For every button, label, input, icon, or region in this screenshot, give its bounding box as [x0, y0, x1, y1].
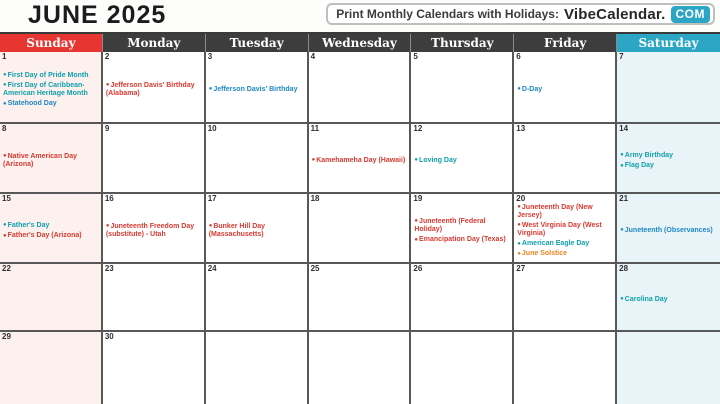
bullet-icon: ●: [517, 86, 521, 93]
bullet-icon: ●: [3, 100, 7, 107]
day-number: 19: [413, 194, 423, 203]
holiday-event-label: Jefferson Davis' Birthday (Alabama): [105, 81, 195, 97]
bullet-icon: ●: [3, 82, 7, 89]
bullet-icon: ●: [620, 296, 624, 303]
day-cell-8: [0, 124, 103, 194]
day-number: 4: [310, 52, 316, 61]
holiday-event-label: First Day of Pride Month: [7, 71, 89, 79]
events-list: [411, 52, 512, 122]
events-list: [617, 194, 720, 262]
day-number: 3: [207, 52, 213, 61]
holiday-event: [620, 296, 718, 304]
events-list: [0, 124, 101, 192]
bullet-icon: ●: [517, 222, 521, 229]
bullet-icon: ●: [3, 153, 7, 160]
holiday-event-label: Jefferson Davis' Birthday: [213, 85, 298, 93]
holiday-event: [414, 236, 510, 244]
day-cell-17: [206, 194, 309, 264]
bullet-icon: ●: [3, 222, 7, 229]
day-cell-25: [309, 264, 412, 332]
weekday-header-saturday: Saturday: [617, 34, 720, 52]
events-list: [617, 264, 720, 330]
bullet-icon: ●: [620, 227, 624, 234]
day-cell-16: [103, 194, 206, 264]
holiday-event: [3, 232, 99, 240]
empty-cell: [309, 332, 412, 404]
events-list: [0, 52, 101, 122]
events-list: [103, 194, 204, 262]
day-number: 18: [310, 194, 320, 203]
events-list: [617, 124, 720, 192]
day-cell-22: [0, 264, 103, 332]
print-button-label: Print Monthly Calendars with Holidays:: [336, 7, 559, 21]
holiday-event: [3, 222, 99, 230]
day-number: 28: [619, 264, 629, 273]
holiday-event: [3, 82, 99, 98]
holiday-event: [414, 218, 510, 234]
holiday-event-label: Bunker Hill Day (Massachusetts): [208, 222, 266, 238]
weekday-header-tuesday: Tuesday: [206, 34, 309, 52]
bullet-icon: ●: [105, 223, 110, 230]
holiday-event-label: Juneteenth (Observances): [624, 226, 713, 234]
day-cell-2: [103, 52, 206, 124]
bullet-icon: ●: [517, 240, 521, 247]
day-number: 10: [207, 124, 217, 133]
holiday-event: [209, 86, 305, 94]
holiday-event: [414, 157, 510, 165]
holiday-event-label: June Solstice: [521, 250, 568, 258]
day-number: 25: [310, 264, 320, 273]
bullet-icon: ●: [414, 157, 419, 164]
day-cell-11: [309, 124, 412, 194]
events-list: [514, 194, 615, 262]
holiday-event: [517, 250, 613, 258]
holiday-event-label: Army Birthday: [624, 151, 673, 159]
day-number: 15: [2, 194, 11, 203]
bullet-icon: ●: [311, 157, 316, 164]
holiday-event-label: Kamehameha Day (Hawaii): [316, 156, 406, 164]
events-list: [309, 264, 410, 330]
holiday-event: [517, 204, 613, 220]
day-number: 5: [413, 52, 418, 61]
bullet-icon: ●: [208, 86, 213, 93]
day-cell-7: [617, 52, 720, 124]
weekday-header-wednesday: Wednesday: [309, 34, 412, 52]
day-number: 29: [2, 332, 11, 341]
day-cell-23: [103, 264, 206, 332]
bullet-icon: ●: [3, 72, 7, 79]
events-list: [103, 264, 204, 330]
bullet-icon: ●: [620, 162, 624, 169]
events-list: [0, 332, 101, 404]
holiday-event-label: Loving Day: [419, 156, 457, 164]
day-cell-3: [206, 52, 309, 124]
holiday-event: [3, 153, 99, 169]
holiday-event-label: Statehood Day: [7, 100, 57, 108]
day-cell-13: [514, 124, 617, 194]
events-list: [617, 332, 720, 404]
holiday-event-label: West Virginia Day (West Virginia): [517, 221, 602, 237]
holiday-event: [620, 227, 718, 235]
events-list: [103, 52, 204, 122]
bullet-icon: ●: [414, 218, 419, 225]
bullet-icon: ●: [414, 236, 419, 243]
day-cell-20: [514, 194, 617, 264]
day-cell-27: [514, 264, 617, 332]
holiday-event-label: American Eagle Day: [521, 240, 590, 248]
day-cell-21: [617, 194, 720, 264]
events-list: [103, 332, 204, 404]
weekday-header-sunday: Sunday: [0, 34, 103, 52]
holiday-event-label: Juneteenth Day (New Jersey): [517, 203, 593, 219]
page-title: JUNE 2025: [28, 1, 167, 29]
day-number: 22: [2, 264, 11, 273]
day-cell-6: [514, 52, 617, 124]
day-number: 21: [619, 194, 629, 203]
day-cell-18: [309, 194, 412, 264]
day-cell-4: [309, 52, 412, 124]
day-number: 13: [516, 124, 526, 133]
weekday-header-friday: Friday: [514, 34, 617, 52]
empty-cell: [514, 332, 617, 404]
events-list: [103, 124, 204, 192]
day-number: 24: [207, 264, 217, 273]
bullet-icon: ●: [517, 204, 521, 211]
day-number: 16: [104, 194, 114, 203]
events-list: [514, 264, 615, 330]
brand-name: VibeCalendar.: [563, 5, 666, 23]
events-list: [411, 194, 512, 262]
holiday-event: [620, 152, 718, 160]
events-list: [206, 332, 307, 404]
calendar-grid: [0, 52, 720, 404]
holiday-event-label: D-Day: [521, 85, 543, 93]
holiday-event: [517, 222, 613, 238]
brand-tld-badge: COM: [671, 6, 711, 23]
events-list: [206, 264, 307, 330]
events-list: [411, 332, 512, 404]
day-number: 17: [207, 194, 217, 203]
holiday-event: [3, 72, 99, 80]
holiday-event-label: Father's Day (Arizona): [7, 232, 82, 239]
empty-cell: [206, 332, 309, 404]
holiday-event: [312, 157, 408, 165]
holiday-event-label: Flag Day: [624, 162, 654, 169]
day-number: 2: [104, 52, 110, 61]
events-list: [514, 52, 615, 122]
day-cell-29: [0, 332, 103, 404]
day-cell-24: [206, 264, 309, 332]
print-button[interactable]: [326, 3, 715, 25]
holiday-event: [517, 86, 613, 94]
holiday-event-label: Father's Day: [7, 221, 50, 229]
events-list: [514, 332, 615, 404]
day-number: 23: [104, 264, 114, 273]
bullet-icon: ●: [208, 223, 213, 230]
events-list: [0, 194, 101, 262]
day-number: 30: [104, 332, 114, 341]
events-list: [309, 124, 410, 192]
day-cell-1: [0, 52, 103, 124]
day-cell-19: [411, 194, 514, 264]
day-cell-10: [206, 124, 309, 194]
day-cell-9: [103, 124, 206, 194]
day-cell-30: [103, 332, 206, 404]
holiday-event-label: Carolina Day: [624, 295, 668, 303]
day-number: 20: [516, 194, 526, 203]
top-bar: [0, 0, 720, 32]
day-number: 12: [413, 124, 423, 133]
bullet-icon: ●: [620, 152, 624, 159]
day-cell-14: [617, 124, 720, 194]
bullet-icon: ●: [517, 250, 521, 257]
bullet-icon: ●: [105, 82, 110, 89]
events-list: [411, 124, 512, 192]
bullet-icon: ●: [3, 232, 7, 239]
weekday-header-monday: Monday: [103, 34, 206, 52]
holiday-event: [209, 223, 305, 239]
day-number: 9: [104, 124, 110, 133]
day-number: 14: [619, 124, 629, 133]
weekday-header-row: [0, 32, 720, 52]
day-cell-12: [411, 124, 514, 194]
events-list: [309, 52, 410, 122]
holiday-event: [517, 240, 613, 248]
holiday-event-label: Native American Day (Arizona): [3, 152, 78, 168]
day-number: 7: [619, 52, 624, 61]
events-list: [617, 52, 720, 122]
holiday-event-label: Juneteenth Freedom Day (substitute) - Utah: [105, 222, 195, 238]
day-number: 6: [516, 52, 521, 61]
day-number: 1: [2, 52, 7, 61]
holiday-event-label: Juneteenth (Federal Holiday): [414, 217, 486, 233]
events-list: [309, 194, 410, 262]
holiday-event: [3, 100, 99, 108]
day-number: 8: [2, 124, 7, 133]
holiday-event: [620, 162, 718, 170]
holiday-event: [106, 223, 202, 239]
events-list: [309, 332, 410, 404]
day-cell-28: [617, 264, 720, 332]
empty-cell: [411, 332, 514, 404]
events-list: [0, 264, 101, 330]
day-cell-5: [411, 52, 514, 124]
events-list: [206, 52, 307, 122]
day-number: 27: [516, 264, 526, 273]
holiday-event-label: Emancipation Day (Texas): [419, 236, 506, 244]
empty-cell: [617, 332, 720, 404]
holiday-event-label: First Day of Caribbean-American Heritage Month: [3, 81, 88, 97]
day-cell-26: [411, 264, 514, 332]
events-list: [514, 124, 615, 192]
holiday-event: [106, 82, 202, 98]
day-number: 11: [310, 124, 320, 133]
events-list: [411, 264, 512, 330]
events-list: [206, 194, 307, 262]
weekday-header-thursday: Thursday: [411, 34, 514, 52]
day-number: 26: [413, 264, 423, 273]
day-cell-15: [0, 194, 103, 264]
events-list: [206, 124, 307, 192]
